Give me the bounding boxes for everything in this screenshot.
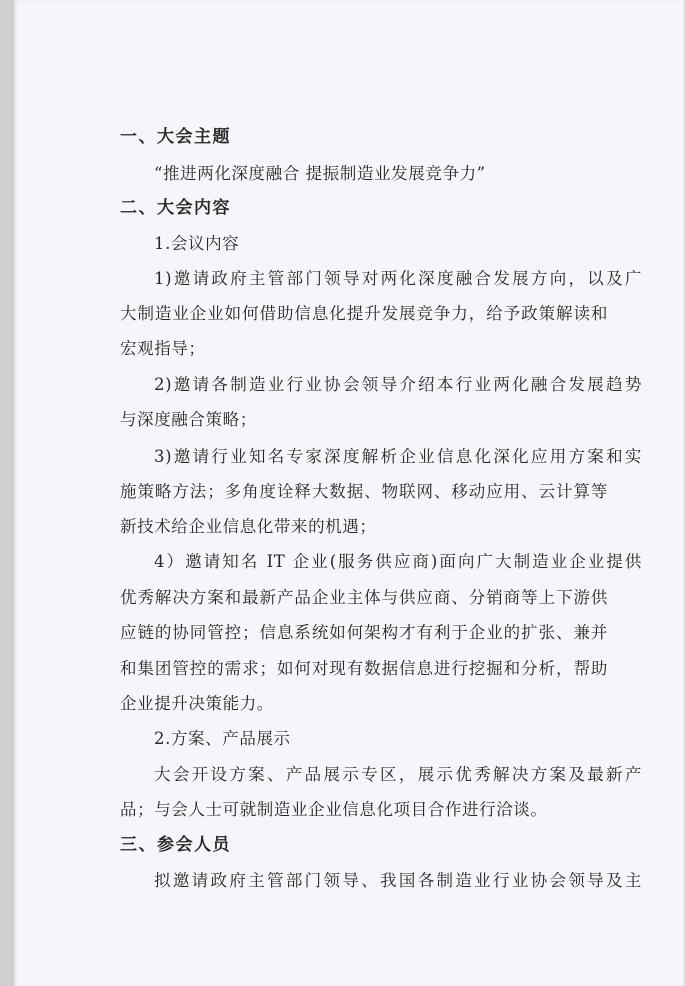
paragraph-line: 3)邀请行业知名专家深度解析企业信息化深化应用方案和实 (154, 447, 642, 466)
paragraph-line: 新技术给企业信息化带来的机遇； (120, 517, 377, 536)
document-body (14, 0, 686, 986)
subsection-heading-meeting-content: 1.会议内容 (154, 234, 240, 253)
paragraph-line: 企业提升决策能力。 (120, 694, 274, 713)
paragraph-line: 2)邀请各制造业行业协会领导介绍本行业两化融合发展趋势 (154, 375, 642, 394)
paragraph-line: 拟邀请政府主管部门领导、我国各制造业行业协会领导及主 (154, 871, 642, 890)
paragraph-line: 与深度融合策略； (120, 410, 257, 429)
paragraph-line: 大制造业企业如何借助信息化提升发展竞争力，给予政策解读和 (120, 304, 608, 323)
subsection-heading-product-showcase: 2.方案、产品展示 (154, 729, 291, 748)
paragraph-line: 应链的协同管控；信息系统如何架构才有利于企业的扩张、兼并 (120, 623, 608, 642)
paragraph-line: 施策略方法；多角度诠释大数据、物联网、移动应用、云计算等 (120, 482, 608, 501)
theme-slogan: “推进两化深度融合 提振制造业发展竞争力” (154, 164, 486, 183)
section-heading-content: 二、大会内容 (120, 198, 231, 218)
paragraph-line: 宏观指导； (120, 339, 206, 358)
paragraph-line: 4）邀请知名 IT 企业(服务供应商)面向广大制造业企业提供 (154, 552, 642, 571)
paragraph-line: 1)邀请政府主管部门领导对两化深度融合发展方向，以及广 (154, 269, 642, 288)
paragraph-line: 品；与会人士可就制造业企业信息化项目合作进行洽谈。 (120, 800, 548, 819)
paragraph-line: 和集团管控的需求；如何对现有数据信息进行挖掘和分析，帮助 (120, 659, 608, 678)
paragraph-line: 优秀解决方案和最新产品企业主体与供应商、分销商等上下游供 (120, 588, 608, 607)
paragraph-line: 大会开设方案、产品展示专区，展示优秀解决方案及最新产 (154, 765, 642, 784)
section-heading-theme: 一、大会主题 (120, 127, 231, 147)
section-heading-attendees: 三、参会人员 (120, 835, 231, 855)
document-page (14, 0, 686, 986)
